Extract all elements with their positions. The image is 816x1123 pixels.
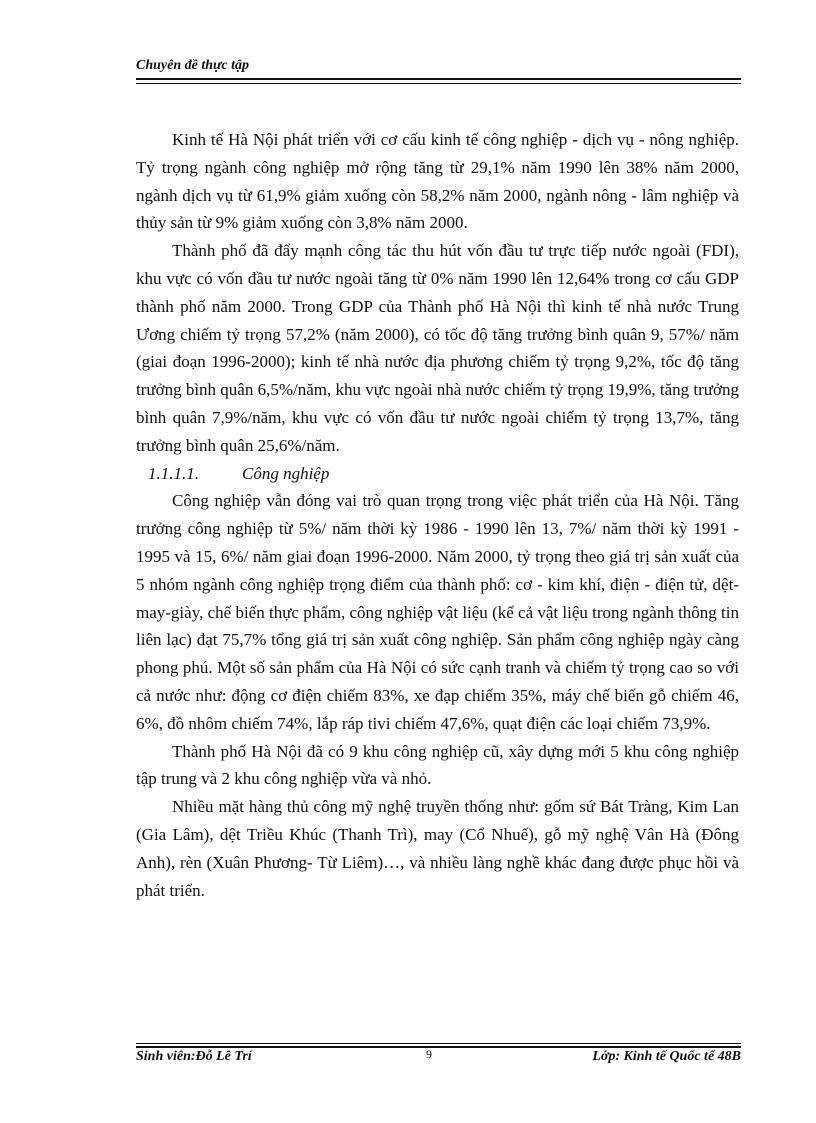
header-rule-thick <box>136 78 741 80</box>
section-title: Công nghiệp <box>242 463 330 483</box>
paragraph: Thành phố đã đẩy mạnh công tác thu hút vốn đầu tư trực tiếp nước ngoài (FDI), khu vực có vốn đầu tư nước ngoài tăng từ 0% năm 1990 lên 12,64% trong cơ cấu GDP thành phố năm 2000. Trong GDP của Thành phố Hà Nội thì kinh tế nhà nước Trung Ương chiếm tỷ trọng 57,2% (năm 2000), có tốc độ tăng trưởng bình quân 9, 57%/ năm (giai đoạn 1996-2000); kinh tế nhà nước địa phương chiếm tỷ trọng 9,2%, tốc độ tăng trưởng bình quân 6,5%/năm, khu vực ngoài nhà nước chiếm tỷ trọng 19,9%, tăng trưởng bình quân 7,9%/năm, khu vực có vốn đầu tư nước ngoài chiếm tỷ trọng 13,7%, tăng trưởng bình quân 25,6%/năm. <box>136 241 739 455</box>
footer-rule-thin <box>136 1043 741 1044</box>
paragraph: Thành phố Hà Nội đã có 9 khu công nghiệp cũ, xây dựng mới 5 khu công nghiệp tập trung và 2 khu công nghiệp vừa và nhỏ. <box>136 741 739 789</box>
page-number: 9 <box>426 1047 432 1061</box>
footer-class: Lớp: Kinh tế Quốc tế 48B <box>592 1049 741 1064</box>
page-header <box>136 56 741 76</box>
header-title: Chuyên đề thực tập <box>136 58 250 73</box>
footer-rule-thick <box>136 1046 741 1048</box>
main-content <box>136 126 739 904</box>
footer-row <box>136 1049 741 1069</box>
header-rule-thin <box>136 83 741 84</box>
paragraph: Kinh tế Hà Nội phát triển với cơ cấu kinh tế công nghiệp - dịch vụ - nông nghiệp. Tỷ trọng ngành công nghiệp mở rộng tăng từ 29,1% năm 1990 lên 38% năm 2000, ngành dịch vụ từ 61,9% giảm xuống còn 58,2% năm 2000, ngành nông - lâm nghiệp và thủy sản từ 9% giảm xuống còn 3,8% năm 2000. <box>136 130 739 233</box>
section-heading <box>136 460 739 488</box>
paragraph: Công nghiệp vẫn đóng vai trò quan trọng trong việc phát triển của Hà Nội. Tăng trưởng công nghiệp từ 5%/ năm thời kỳ 1986 - 1990 lên 13, 7%/ năm thời kỳ 1991 - 1995 và 15, 6%/ năm giai đoạn 1996-2000. Năm 2000, tỷ trọng theo giá trị sản xuất của 5 nhóm ngành công nghiệp trọng điểm của thành phố: cơ - kim khí, điện - điện tử, dệt-may-giày, chế biến thực phẩm, công nghiệp vật liệu (kể cả vật liệu trong ngành thông tin liên lạc) đạt 75,7% tổng giá trị sản xuất công nghiệp. Sản phẩm công nghiệp ngày càng phong phú. Một số sản phẩm của Hà Nội có sức cạnh tranh và chiếm tỷ trọng cao so với cả nước như: động cơ điện chiếm 83%, xe đạp chiếm 35%, máy chế biến gỗ chiếm 46, 6%, đồ nhôm chiếm 74%, lắp ráp tivi chiếm 47,6%, quạt điện các loại chiếm 73,9%. <box>136 491 739 733</box>
section-number: 1.1.1.1. <box>148 463 199 483</box>
paragraph: Nhiều mặt hàng thủ công mỹ nghệ truyền thống như: gốm sứ Bát Tràng, Kim Lan (Gia Lâm), dệt Triều Khúc (Thanh Trì), may (Cổ Nhuế), gỗ mỹ nghệ Vân Hà (Đông Anh), rèn (Xuân Phương- Từ Liêm)…, và nhiều làng nghề khác đang được phục hồi và phát triển. <box>136 797 739 900</box>
footer-student: Sinh viên:Đỗ Lê Trí <box>136 1049 252 1064</box>
